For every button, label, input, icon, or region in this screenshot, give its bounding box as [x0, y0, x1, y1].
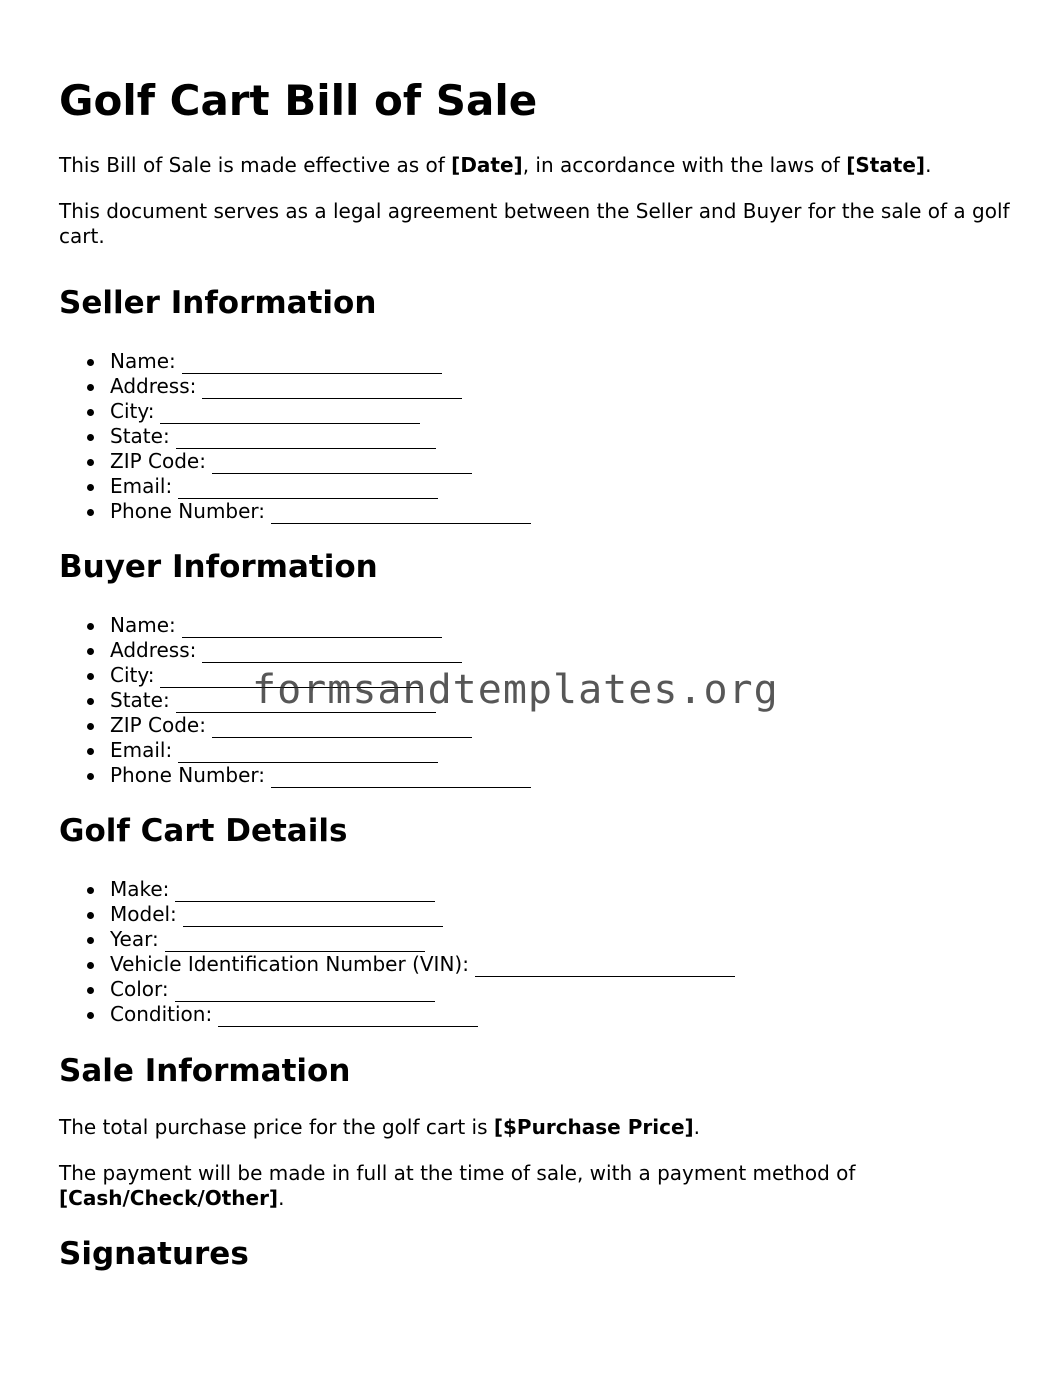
buyer-heading: Buyer Information: [59, 549, 378, 585]
buyer-name-blank[interactable]: [182, 617, 442, 638]
seller-address-blank[interactable]: [202, 378, 462, 399]
field-label: Vehicle Identification Number (VIN):: [110, 952, 469, 976]
list-item: [87, 877, 1019, 902]
price-placeholder: [$Purchase Price]: [493, 1115, 694, 1139]
effective-date-text: This Bill of Sale is made effective as of: [59, 153, 452, 177]
list-item: [87, 399, 1019, 424]
date-placeholder: [Date]: [451, 153, 523, 177]
period: .: [925, 153, 932, 177]
list-item: [87, 763, 1019, 788]
list-item: [87, 927, 1019, 952]
golf-cart-fields-list: [59, 877, 1019, 1027]
payment-placeholder: [Cash/Check/Other]: [59, 1186, 279, 1210]
seller-phone-blank[interactable]: [271, 503, 531, 524]
seller-zip-blank[interactable]: [212, 453, 472, 474]
golf-cart-heading: Golf Cart Details: [59, 813, 348, 849]
field-label: State:: [110, 424, 170, 448]
cart-condition-blank[interactable]: [218, 1006, 478, 1027]
buyer-phone-blank[interactable]: [271, 767, 531, 788]
list-item: [87, 738, 1019, 763]
list-item: [87, 374, 1019, 399]
list-item: [87, 1002, 1019, 1027]
seller-state-blank[interactable]: [176, 428, 436, 449]
field-label: Make:: [110, 877, 170, 901]
cart-color-blank[interactable]: [175, 981, 435, 1002]
buyer-zip-blank[interactable]: [212, 717, 472, 738]
payment-method-paragraph: [59, 1161, 1019, 1211]
watermark: formsandtemplates.org: [252, 667, 779, 713]
seller-fields-list: [59, 349, 1019, 524]
list-item: [87, 449, 1019, 474]
period: .: [693, 1115, 701, 1139]
cart-year-blank[interactable]: [165, 931, 425, 952]
seller-heading: Seller Information: [59, 285, 377, 321]
list-item: [87, 474, 1019, 499]
signatures-heading: Signatures: [59, 1236, 249, 1272]
list-item: [87, 713, 1019, 738]
price-text: The total purchase price for the golf cart is: [59, 1115, 494, 1139]
field-label: Model:: [110, 902, 177, 926]
field-label: Email:: [110, 738, 173, 762]
list-item: [87, 349, 1019, 374]
field-label: City:: [110, 663, 155, 687]
field-label: Name:: [110, 349, 176, 373]
period: .: [278, 1186, 285, 1210]
list-item: [87, 424, 1019, 449]
field-label: Address:: [110, 374, 197, 398]
buyer-address-blank[interactable]: [202, 642, 462, 663]
field-label: Condition:: [110, 1002, 213, 1026]
agreement-paragraph: This document serves as a legal agreement between the Seller and Buyer for the sale of a golf cart.: [59, 199, 1010, 248]
field-label: Color:: [110, 977, 169, 1001]
list-item: [87, 952, 1019, 977]
cart-model-blank[interactable]: [183, 906, 443, 927]
purchase-price-paragraph: [59, 1115, 1019, 1140]
effective-date-paragraph: [59, 153, 1019, 178]
field-label: ZIP Code:: [110, 713, 206, 737]
laws-text: , in accordance with the laws of: [522, 153, 847, 177]
state-placeholder: [State]: [846, 153, 926, 177]
seller-city-blank[interactable]: [160, 403, 420, 424]
field-label: City:: [110, 399, 155, 423]
field-label: Year:: [110, 927, 159, 951]
field-label: ZIP Code:: [110, 449, 206, 473]
payment-text: The payment will be made in full at the time of sale, with a payment method of: [59, 1161, 856, 1185]
list-item: [87, 638, 1019, 663]
field-label: Name:: [110, 613, 176, 637]
sale-heading: Sale Information: [59, 1053, 351, 1089]
field-label: State:: [110, 688, 170, 712]
document-title: Golf Cart Bill of Sale: [59, 76, 538, 125]
field-label: Phone Number:: [110, 763, 266, 787]
field-label: Phone Number:: [110, 499, 266, 523]
cart-vin-blank[interactable]: [475, 956, 735, 977]
cart-make-blank[interactable]: [175, 881, 435, 902]
list-item: [87, 902, 1019, 927]
list-item: [87, 977, 1019, 1002]
list-item: [87, 613, 1019, 638]
field-label: Email:: [110, 474, 173, 498]
seller-email-blank[interactable]: [178, 478, 438, 499]
document-page: [59, 0, 1019, 1273]
list-item: [87, 499, 1019, 524]
buyer-email-blank[interactable]: [178, 742, 438, 763]
field-label: Address:: [110, 638, 197, 662]
seller-name-blank[interactable]: [182, 353, 442, 374]
